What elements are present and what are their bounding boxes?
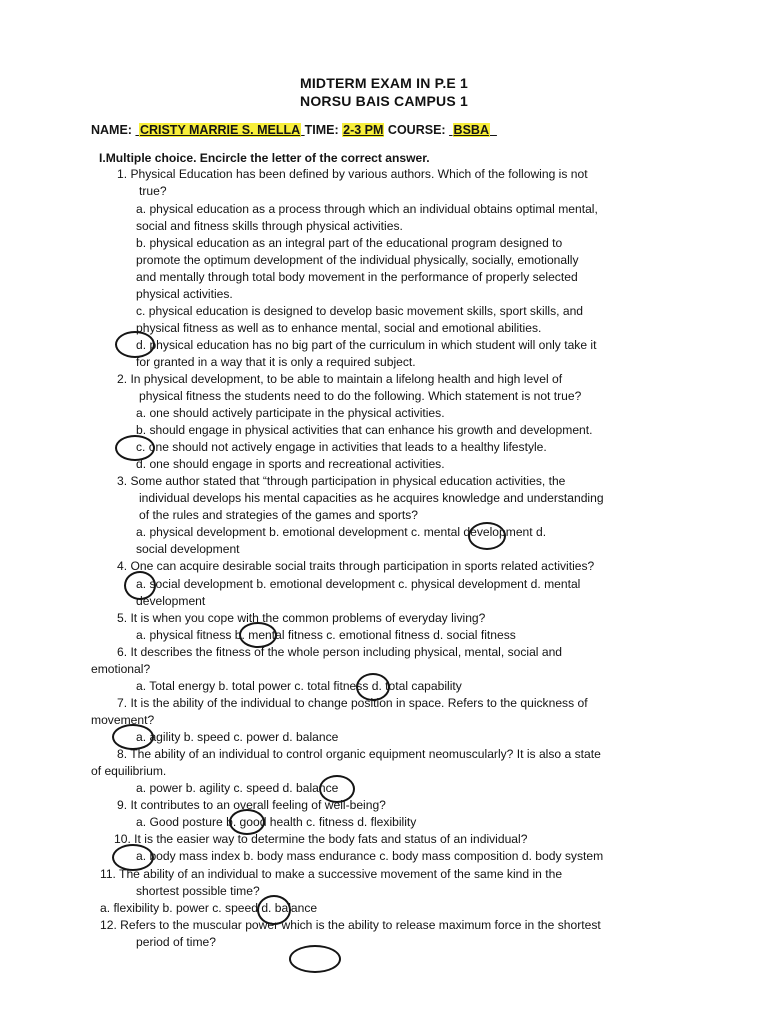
choice-text: promote the optimum development of the individual physically, socially, emotionally [136, 253, 579, 267]
course-value: BSBA [453, 123, 489, 137]
answer-circle-q12 [289, 945, 341, 973]
name-label: NAME: [91, 123, 132, 137]
choice-text: physical fitness as well as to enhance mental, social and emotional abilities. [136, 321, 542, 335]
choice-text: social and fitness skills through physical activities. [136, 219, 403, 233]
choice-text: physical activities. [136, 287, 233, 301]
question-12: 12. Refers to the muscular power which is the ability to release maximum force in the shortest [100, 918, 601, 932]
question-8: 8. The ability of an individual to control organic equipment neomuscularly? It is also a state [117, 747, 601, 761]
question-text: of equilibrium. [91, 764, 167, 778]
choices-row: a. Good posture b. good health c. fitness d. flexibility [136, 815, 417, 829]
question-3: 3. Some author stated that “through participation in physical education activities, the [117, 474, 566, 488]
choices-row: a. social development b. emotional development c. physical development d. mental [136, 577, 581, 591]
question-text: physical fitness the students need to do the following. Which statement is not true? [139, 389, 582, 403]
choice-a: a. one should actively participate in the physical activities. [136, 406, 445, 420]
course-label: COURSE: [387, 123, 446, 137]
name-field [135, 123, 304, 137]
choice-a: a. physical education as a process through which an individual obtains optimal mental, [136, 202, 598, 216]
choice-text: for granted in a way that it is only a required subject. [136, 355, 416, 369]
time-value: 2-3 PM [343, 123, 384, 137]
choice-b: b. physical education as an integral part of the educational program designed to [136, 236, 563, 250]
time-label: TIME: [304, 123, 339, 137]
choice-d: d. physical education has no big part of the curriculum in which student will only take it [136, 338, 597, 352]
question-text: true? [139, 184, 167, 198]
question-5: 5. It is when you cope with the common problems of everyday living? [117, 611, 486, 625]
question-text: shortest possible time? [136, 884, 260, 898]
name-value: CRISTY MARRIE S. MELLA [139, 123, 301, 137]
question-text: emotional? [91, 662, 151, 676]
choices-row: a. Total energy b. total power c. total fitness d. total capability [136, 679, 462, 693]
question-11: 11. The ability of an individual to make a successive movement of the same kind in the [100, 867, 563, 881]
choices-row: a. flexibility b. power c. speed d. balance [100, 901, 318, 915]
course-field [449, 123, 497, 137]
instruction: I.Multiple choice. Encircle the letter of the correct answer. [99, 151, 430, 165]
choice-d: d. one should engage in sports and recreational activities. [136, 457, 445, 471]
campus-title: NORSU BAIS CAMPUS 1 [300, 93, 468, 109]
choice-text: development [136, 594, 206, 608]
student-info-line [91, 122, 497, 139]
choice-b: b. should engage in physical activities that can enhance his growth and development. [136, 423, 593, 437]
choices-row: a. power b. agility c. speed d. balance [136, 781, 339, 795]
question-1: 1. Physical Education has been defined by various authors. Which of the following is not [117, 167, 588, 181]
choice-text: and mentally through total body movement in the performance of properly selected [136, 270, 578, 284]
choices-row: a. physical fitness b. mental fitness c. emotional fitness d. social fitness [136, 628, 516, 642]
question-text: period of time? [136, 935, 216, 949]
choice-text: social development [136, 542, 240, 556]
question-text: individual develops his mental capacities as he acquires knowledge and understanding [139, 491, 604, 505]
question-6: 6. It describes the fitness of the whole person including physical, mental, social and [117, 645, 563, 659]
choices-row: a. physical development b. emotional development c. mental development d. [136, 525, 547, 539]
question-4: 4. One can acquire desirable social traits through participation in sports related activities? [117, 559, 595, 573]
question-7: 7. It is the ability of the individual to change position in space. Refers to the quickness of [117, 696, 588, 710]
question-9: 9. It contributes to an overall feeling of well-being? [117, 798, 386, 812]
choice-c: c. physical education is designed to develop basic movement skills, sport skills, and [136, 304, 584, 318]
choices-row: a. agility b. speed c. power d. balance [136, 730, 339, 744]
choice-c: c. one should not actively engage in activities that leads to a healthy lifestyle. [136, 440, 547, 454]
question-10: 10. It is the easier way to determine the body fats and status of an individual? [114, 832, 528, 846]
question-text: movement? [91, 713, 155, 727]
exam-title: MIDTERM EXAM IN P.E 1 [299, 75, 469, 91]
question-text: of the rules and strategies of the games and sports? [139, 508, 418, 522]
choices-row: a. body mass index b. body mass endurance c. body mass composition d. body system [136, 849, 604, 863]
question-2: 2. In physical development, to be able to maintain a lifelong health and high level of [117, 372, 563, 386]
